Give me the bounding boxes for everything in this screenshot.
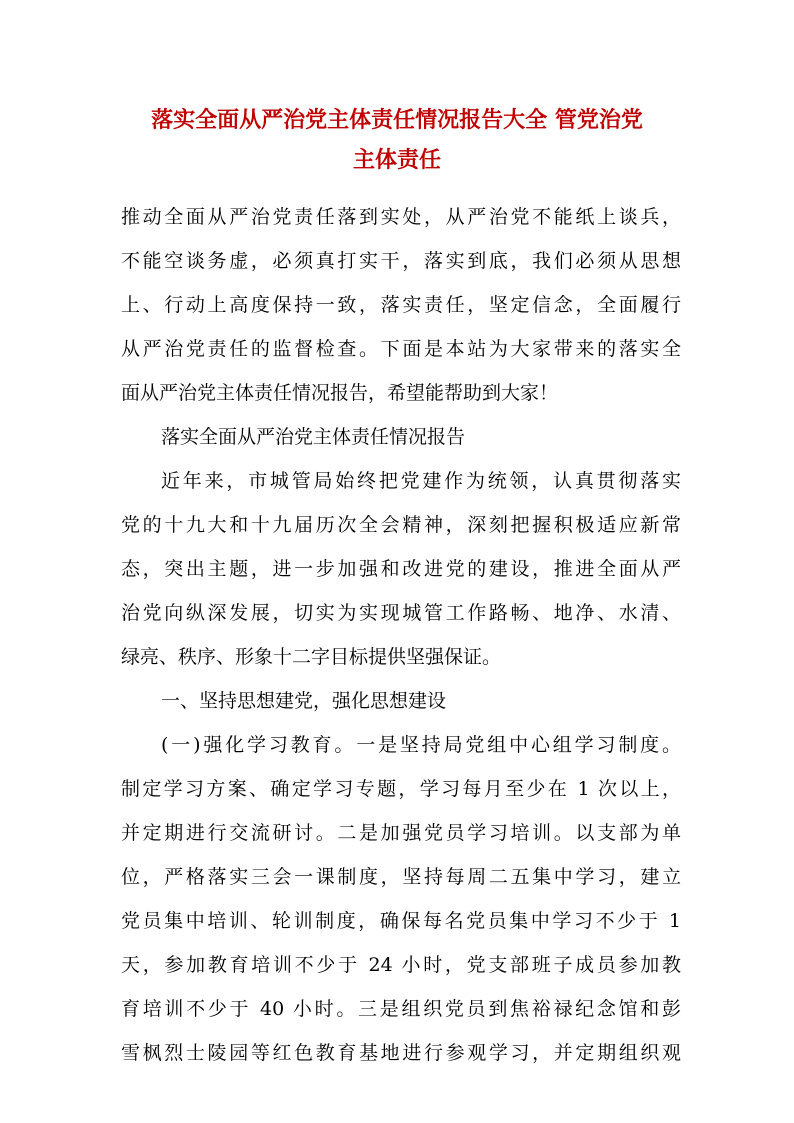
paragraph-line: 从严治党责任的监督检查。下面是本站为大家带来的落实全 (121, 338, 681, 360)
paragraph-line: 并定期进行交流研讨。二是加强党员学习培训。以支部为单 (121, 822, 681, 844)
section-heading: 一、坚持思想建党，强化思想建设 (161, 690, 447, 712)
paragraph-line: 党的十九大和十九届历次全会精神，深刻把握积极适应新常 (121, 514, 681, 536)
paragraph-line: (一)强化学习教育。一是坚持局党组中心组学习制度。 (161, 734, 681, 756)
paragraph-line: 近年来，市城管局始终把党建作为统领，认真贯彻落实 (161, 470, 681, 492)
document-title-line-2: 主体责任 (352, 147, 441, 173)
paragraph-line: 态，突出主题，进一步加强和改进党的建设，推进全面从严 (121, 558, 681, 580)
paragraph-line: 绿亮、秩序、形象十二字目标提供坚强保证。 (121, 646, 502, 668)
paragraph-line: 不能空谈务虚，必须真打实干，落实到底，我们必须从思想 (121, 250, 681, 272)
paragraph-line: 天，参加教育培训不少于 24 小时，党支部班子成员参加教 (121, 954, 681, 976)
document-title-line-1: 落实全面从严治党主体责任情况报告大全 管党治党 (151, 107, 643, 133)
paragraph-line: 育培训不少于 40 小时。三是组织党员到焦裕禄纪念馆和彭 (121, 998, 681, 1020)
paragraph-line: 雪枫烈士陵园等红色教育基地进行参观学习，并定期组织观 (121, 1042, 681, 1064)
paragraph-line: 制定学习方案、确定学习专题，学习每月至少在 1 次以上， (121, 778, 681, 800)
paragraph-line: 上、行动上高度保持一致，落实责任，坚定信念，全面履行 (121, 294, 681, 316)
paragraph-line: 党员集中培训、轮训制度，确保每名党员集中学习不少于 1 (121, 910, 681, 932)
paragraph-line: 面从严治党主体责任情况报告，希望能帮助到大家！ (121, 382, 559, 404)
paragraph-line: 治党向纵深发展，切实为实现城管工作路畅、地净、水清、 (121, 602, 681, 624)
paragraph-line: 推动全面从严治党责任落到实处，从严治党不能纸上谈兵， (121, 206, 681, 228)
section-heading: 落实全面从严治党主体责任情况报告 (161, 426, 466, 448)
paragraph-line: 位，严格落实三会一课制度，坚持每周二五集中学习，建立 (121, 866, 681, 888)
